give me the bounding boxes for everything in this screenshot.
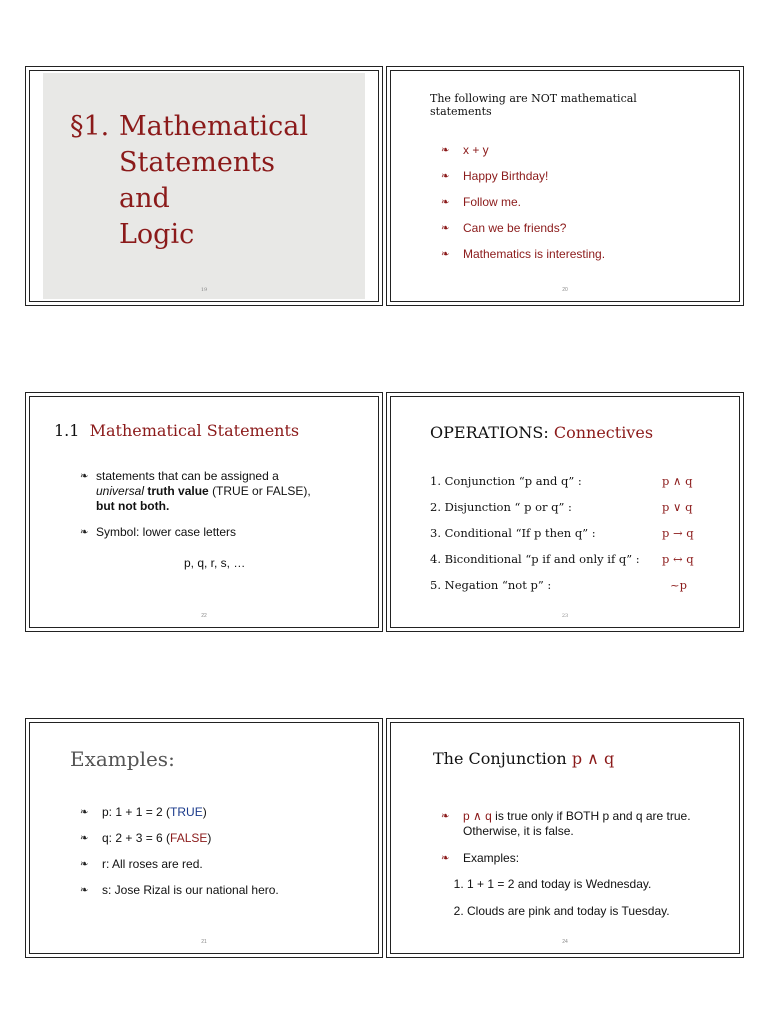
definition-list — [80, 469, 330, 540]
example-numbered-list — [451, 877, 670, 931]
list-item: ❧ Happy Birthday! — [441, 169, 549, 183]
page-number: 20 — [562, 287, 568, 293]
slide-heading: 1.1 Mathematical Statements — [54, 421, 300, 440]
page-number: 24 — [562, 939, 568, 945]
title-line-3: and — [119, 183, 170, 214]
list-item: ❧ Examples: — [441, 851, 520, 865]
list-item: ❧ p ∧ q is true only if BOTH p and q are true. Otherwise, it is false. — [441, 809, 691, 838]
page-number: 21 — [201, 939, 207, 945]
list-item: ❧ p: 1 + 1 = 2 (TRUE) — [80, 805, 207, 819]
slide-title — [25, 66, 383, 306]
page-number: 22 — [201, 613, 207, 619]
fleuron-bullet-icon: ❧ — [80, 833, 89, 844]
example-list — [80, 805, 279, 909]
fleuron-bullet-icon: ❧ — [80, 859, 89, 870]
fleuron-bullet-icon: ❧ — [441, 853, 450, 864]
list-item: ❧ x + y — [441, 143, 489, 157]
fleuron-bullet-icon: ❧ — [80, 527, 89, 538]
fleuron-bullet-icon: ❧ — [80, 807, 89, 818]
list-item: ❧ statements that can be assigned a universal truth value (TRUE or FALSE), but not both. — [80, 469, 311, 513]
fleuron-bullet-icon: ❧ — [441, 145, 450, 156]
slide-heading: The Conjunction p ∧ q — [433, 749, 615, 768]
list-item: ❧ Mathematics is interesting. — [441, 247, 606, 261]
non-statement-list — [441, 143, 605, 273]
fleuron-bullet-icon: ❧ — [80, 885, 89, 896]
slide-connectives: OPERATIONS: Connectives 1. Conjunction “p and q” : p ∧ q 2. Disjunction “ p or q” : p ∨ q 3. Conditional “If p then q” : p → q 4. Biconditional “p if and only if q” : p ↔ q 5. Negation “not p” : ~p 23 — [386, 392, 744, 632]
title-line-2: Statements — [119, 147, 275, 178]
page-number: 19 — [200, 287, 208, 293]
fleuron-bullet-icon: ❧ — [441, 197, 450, 208]
fleuron-bullet-icon: ❧ — [441, 171, 450, 182]
list-item: ❧ Symbol: lower case letters — [80, 525, 237, 539]
slide-heading: Examples: — [70, 747, 175, 771]
list-item: 1. 1 + 1 = 2 and today is Wednesday. — [467, 877, 670, 904]
page-number: 23 — [561, 613, 569, 619]
fleuron-bullet-icon: ❧ — [441, 811, 450, 822]
conjunction-list — [441, 809, 691, 866]
list-item: ❧ s: Jose Rizal is our national hero. — [80, 883, 279, 897]
slide-conjunction — [386, 718, 744, 958]
title-card — [43, 73, 365, 299]
fleuron-bullet-icon: ❧ — [441, 249, 450, 260]
slide-heading: OPERATIONS: Connectives — [430, 423, 654, 442]
list-item: ❧ q: 2 + 3 = 6 (FALSE) — [80, 831, 212, 845]
list-item: ❧ Can we be friends? — [441, 221, 567, 235]
section-symbol: §1. — [70, 111, 110, 142]
slide-math-statements — [25, 392, 383, 632]
intro-text: The following are NOT mathematical statements — [430, 92, 637, 118]
list-item: ❧ Follow me. — [441, 195, 522, 209]
title-line-1: Mathematical — [119, 111, 308, 142]
title-line-4: Logic — [119, 219, 195, 250]
list-item: 2. Clouds are pink and today is Tuesday. — [467, 904, 670, 931]
fleuron-bullet-icon: ❧ — [80, 471, 89, 482]
fleuron-bullet-icon: ❧ — [441, 223, 450, 234]
slide-examples — [25, 718, 383, 958]
slide-not-statements — [386, 66, 744, 306]
list-item: ❧ r: All roses are red. — [80, 857, 203, 871]
symbol-letters: p, q, r, s, … — [184, 556, 246, 570]
